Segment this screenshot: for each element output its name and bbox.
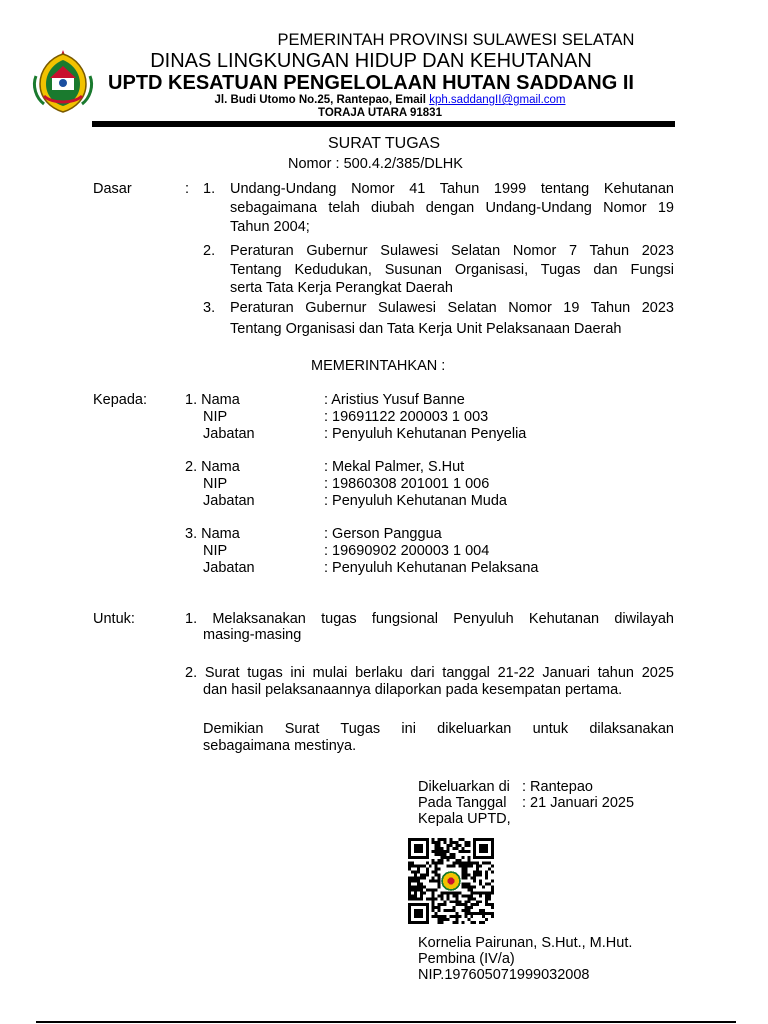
issued-date-label: Pada Tanggal <box>418 795 507 811</box>
email-link[interactable]: kph.saddangII@gmail.com <box>429 94 566 106</box>
person-nip: : 19690902 200003 1 004 <box>324 543 490 559</box>
untuk-item-line: 2. Surat tugas ini mulai berlaku dari tanggal 21-22 Januari tahun 2025 <box>185 665 674 681</box>
signer-position: Kepala UPTD, <box>418 811 511 827</box>
signer-nip: NIP.197605071999032008 <box>418 967 590 983</box>
person-nip-label: NIP <box>203 476 228 492</box>
dasar-item-line: Peraturan Gubernur Sulawesi Selatan Nomor 7 Tahun 2023 <box>230 243 674 259</box>
issued-at-label: Dikeluarkan di <box>418 779 510 795</box>
dasar-item-line: Tentang Organisasi dan Tata Kerja Unit Pelaksanaan Daerah <box>230 321 622 337</box>
closing-line: sebagaimana mestinya. <box>203 738 357 754</box>
person-nama: : Aristius Yusuf Banne <box>324 392 465 408</box>
dasar-item-line: sebagaimana telah diubah dengan Undang-Undang Nomor 19 <box>230 200 674 216</box>
dasar-item-line: Tahun 2004; <box>230 219 310 235</box>
signer-rank: Pembina (IV/a) <box>418 951 515 967</box>
person-nama: : Gerson Panggua <box>324 526 442 542</box>
letterhead-line-2: DINAS LINGKUNGAN HIDUP DAN KEHUTANAN <box>150 50 592 72</box>
letterhead-rule <box>92 121 675 127</box>
dasar-colon: : <box>185 181 190 197</box>
person-nip: : 19691122 200003 1 003 <box>324 409 489 425</box>
dasar-item-line: Tentang Kedudukan, Susunan Organisasi, Tugas dan Fungsi <box>230 262 674 278</box>
untuk-label: Untuk: <box>93 611 135 627</box>
person-jabatan-label: Jabatan <box>203 493 255 509</box>
dasar-item-num: 1. <box>203 181 216 197</box>
dasar-item-num: 2. <box>203 243 216 259</box>
memerintahkan-heading: MEMERINTAHKAN : <box>311 358 446 374</box>
person-jabatan: : Penyuluh Kehutanan Muda <box>324 493 507 509</box>
dasar-item-num: 3. <box>203 300 216 316</box>
dasar-item-line: Undang-Undang Nomor 41 Tahun 1999 tentang Kehutanan <box>230 181 674 197</box>
untuk-item-line: dan hasil pelaksanaannya dilaporkan pada kesempatan pertama. <box>203 682 623 698</box>
dasar-item-line: serta Tata Kerja Perangkat Daerah <box>230 280 454 296</box>
person-nama-label: 2. Nama <box>185 459 240 475</box>
untuk-item-line: 1. Melaksanakan tugas fungsional Penyuluh Kehutanan diwilayah <box>185 611 674 627</box>
person-nama-label: 3. Nama <box>185 526 240 542</box>
person-nip: : 19860308 201001 1 006 <box>324 476 490 492</box>
person-jabatan: : Penyuluh Kehutanan Penyelia <box>324 426 527 442</box>
person-nip-label: NIP <box>203 409 228 425</box>
letterhead-address <box>0 93 768 107</box>
person-jabatan-label: Jabatan <box>203 426 255 442</box>
document-number: Nomor : 500.4.2/385/DLHK <box>288 156 463 172</box>
person-nama-label: 1. Nama <box>185 392 240 408</box>
issued-date-value: : 21 Januari 2025 <box>522 795 635 811</box>
address-text: Jl. Budi Utomo No.25, Rantepao, Email <box>214 94 430 106</box>
person-jabatan: : Penyuluh Kehutanan Pelaksana <box>324 560 539 576</box>
letterhead-line-1: PEMERINTAH PROVINSI SULAWESI SELATAN <box>277 31 635 49</box>
closing-line: Demikian Surat Tugas ini dikeluarkan untuk dilaksanakan <box>203 721 674 737</box>
signer-name: Kornelia Pairunan, S.Hut., M.Hut. <box>418 935 633 951</box>
person-nama: : Mekal Palmer, S.Hut <box>324 459 465 475</box>
document-title: SURAT TUGAS <box>327 135 441 152</box>
dasar-item-line: Peraturan Gubernur Sulawesi Selatan Nomor 19 Tahun 2023 <box>230 300 674 316</box>
letterhead-city: TORAJA UTARA 91831 <box>318 107 442 119</box>
letterhead-line-3: UPTD KESATUAN PENGELOLAAN HUTAN SADDANG II <box>108 72 634 94</box>
person-nip-label: NIP <box>203 543 228 559</box>
footer-rule <box>36 1021 736 1023</box>
kepada-label: Kepada: <box>93 392 148 408</box>
person-jabatan-label: Jabatan <box>203 560 255 576</box>
issued-at-value: : Rantepao <box>522 779 593 795</box>
dasar-label: Dasar <box>93 181 132 197</box>
untuk-item-line: masing-masing <box>203 627 302 643</box>
qr-code-icon <box>408 838 494 924</box>
